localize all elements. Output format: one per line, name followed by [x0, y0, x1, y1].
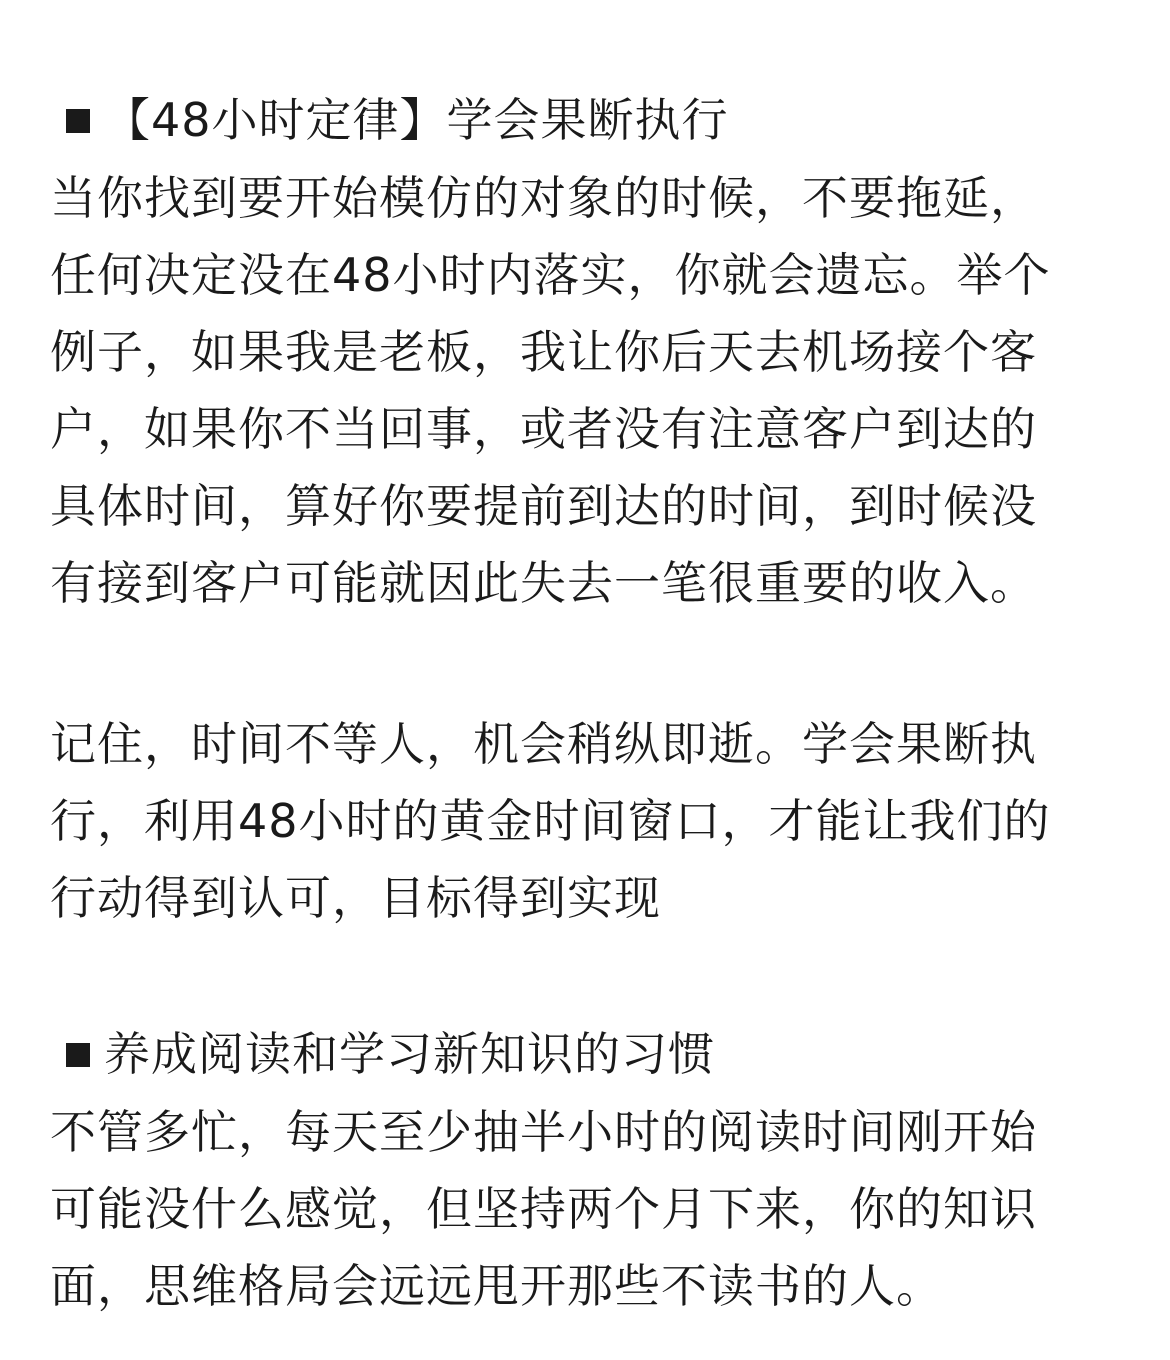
paragraph-line: 例子，如果我是老板，我让你后天去机场接个客	[50, 325, 1037, 379]
paragraph-line: 户，如果你不当回事，或者没有注意客户到达的	[50, 402, 1037, 456]
paragraph-line: 具体时间，算好你要提前到达的时间，到时候没	[50, 479, 1037, 533]
paragraph-line: 当你找到要开始模仿的对象的时候，不要拖延，	[50, 171, 1037, 225]
paragraph-line: 面，思维格局会远远甩开那些不读书的人。	[50, 1259, 943, 1313]
paragraph-line: 记住，时间不等人，机会稍纵即逝。学会果断执	[50, 717, 1037, 771]
square-bullet-icon	[66, 1043, 90, 1067]
section-heading	[50, 1022, 715, 1086]
paragraph-line: 行，利用48小时的黄金时间窗口，才能让我们的	[50, 794, 1051, 848]
paragraph-line: 有接到客户可能就因此失去一笔很重要的收入。	[50, 556, 1037, 610]
paragraph-line: 行动得到认可，目标得到实现	[50, 871, 661, 925]
section-heading-text: 【48小时定律】学会果断执行	[104, 93, 729, 147]
paragraph-line: 不管多忙，每天至少抽半小时的阅读时间刚开始	[50, 1105, 1037, 1159]
section-heading	[50, 88, 729, 152]
paragraph-line: 可能没什么感觉，但坚持两个月下来，你的知识	[50, 1182, 1037, 1236]
paragraph-line: 任何决定没在48小时内落实，你就会遗忘。举个	[50, 248, 1051, 302]
section-heading-text: 养成阅读和学习新知识的习惯	[104, 1027, 715, 1081]
square-bullet-icon	[66, 109, 90, 133]
